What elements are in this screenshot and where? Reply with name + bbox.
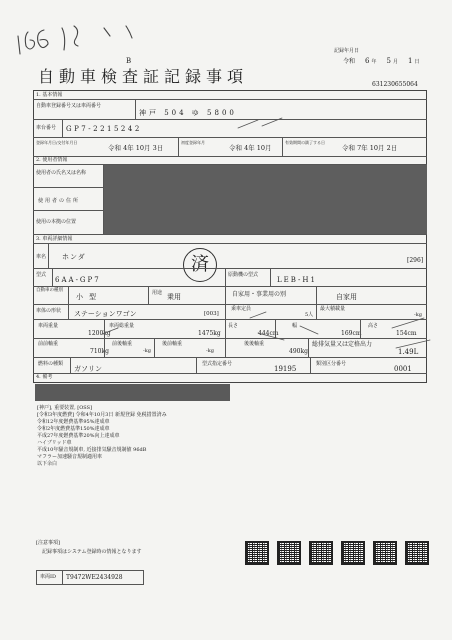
qr-code: [309, 541, 333, 565]
remark-line: 平成10年騒音規制車, 近接排気騒音規制値 96dB: [37, 447, 147, 453]
qr-code: [405, 541, 429, 565]
chassis-label: 車台番号: [36, 125, 57, 131]
expiry-label: 有効期間の満了する日: [285, 140, 325, 145]
capacity-label: 乗車定員: [231, 306, 252, 312]
remark-line: 令和2年度燃費基準150%達成車: [37, 426, 110, 432]
use-value: 乗用: [167, 293, 181, 301]
fuel-label: 燃料の種類: [38, 361, 64, 367]
document-title: 自動車検査証記録事項: [38, 67, 249, 86]
height-value: 154cm: [396, 330, 417, 337]
rf-axle-label: 後前軸重: [162, 341, 183, 347]
fr-axle-value: -kg: [143, 348, 151, 354]
category-label: 類別区分番号: [316, 361, 347, 367]
private-value: 自家用: [336, 293, 357, 301]
use-label: 用途: [152, 290, 163, 296]
gross-weight-value: 1475kg: [198, 330, 221, 337]
remark-line: マフラー加速騒音規制適用車: [37, 454, 103, 460]
max-load-label: 最大積載量: [320, 306, 346, 312]
length-label: 長さ: [228, 323, 239, 329]
section3-label: 3. 車両詳細情報: [36, 236, 73, 242]
doc-number: 631230655064: [372, 81, 418, 88]
expiry-value: 令和 7年 10月 2日: [342, 144, 398, 152]
vehicle-id-label: 車両ID: [40, 574, 56, 580]
qr-code: [341, 541, 365, 565]
fuel-value: ガソリン: [74, 365, 102, 373]
rf-axle-value: -kg: [206, 348, 214, 354]
body-code: [003]: [204, 311, 219, 317]
record-date: 令和 6 年 5 月 1 日: [343, 57, 420, 65]
model-label: 型式: [36, 272, 47, 278]
model-value: 6AA-GP7: [55, 276, 101, 284]
length-value: 444cm: [258, 330, 279, 337]
weight-label: 車両重量: [38, 323, 59, 329]
rr-axle-value: 490kg: [289, 348, 308, 355]
displacement-value: 1.49L: [398, 348, 419, 356]
approval-stamp: 済: [183, 248, 217, 282]
vehicle-id-value: T9472WE2434928: [66, 574, 123, 581]
remark-line: [神戸], 重要装置, [OSS]: [37, 405, 93, 411]
notes-label: [注意事項]: [36, 540, 60, 546]
record-date-label: 記録年月日: [334, 48, 360, 54]
registration-label: 自動車登録番号又は車両番号: [36, 103, 102, 109]
user-name-label: 使用者の氏名又は名称: [36, 170, 87, 176]
kind-label: 自動車の種別: [36, 288, 63, 293]
displacement-label: 総排気量又は定格出力: [312, 341, 373, 348]
section2-label: 2. 使用者情報: [36, 157, 68, 163]
gross-weight-label: 車両総重量: [109, 323, 135, 329]
capacity-value: 5人: [305, 312, 314, 318]
height-label: 高さ: [368, 323, 379, 329]
weight-value: 1200kg: [88, 330, 111, 337]
category-value: 0001: [394, 365, 412, 373]
base-location-label: 使用の本拠の位置: [36, 219, 77, 225]
first-reg-label: 初度登録年月: [181, 140, 205, 145]
registration-value: 神戸 504 ゆ 5800: [139, 109, 237, 117]
registration-date-value: 令和 4年 10月 3日: [108, 144, 164, 152]
first-reg-value: 令和 4年 10月: [229, 144, 272, 152]
fr-axle-label: 前後軸重: [112, 341, 133, 347]
maker-code: [296]: [407, 257, 424, 264]
width-label: 幅: [292, 323, 298, 329]
chassis-value: GP7-2215242: [66, 125, 142, 133]
engine-label: 原動機の型式: [228, 272, 259, 278]
private-label: 自家用・事業用の別: [232, 291, 287, 298]
body-label: 車体の形状: [36, 308, 62, 314]
form-mark: B: [126, 57, 132, 65]
maker-value: ホンダ: [62, 253, 86, 261]
notes-text: 記録事項はシステム登録時の情報となります: [42, 549, 142, 555]
remark-line: 令和12年度燃費基準95%達成車: [37, 419, 110, 425]
body-value: ステーションワゴン: [74, 310, 137, 318]
type-approval-label: 型式指定番号: [202, 361, 233, 367]
remark-line: [令和3年度燃費] 令和4年10月3日 新規登録 免税措置済み: [37, 412, 167, 418]
qr-code: [373, 541, 397, 565]
maker-label: 車名: [36, 254, 47, 260]
remark-line: 平成27年度燃費基準20%向上達成車: [37, 433, 120, 439]
registration-date-label: 登録年月日/交付年月日: [36, 140, 78, 145]
remark-line: 以下余白: [37, 461, 58, 467]
ff-axle-value: 710kg: [90, 348, 109, 355]
qr-code: [245, 541, 269, 565]
engine-value: LEB-H1: [277, 276, 317, 284]
kind-value: 小型: [76, 293, 102, 301]
type-approval-value: 19195: [274, 365, 297, 373]
section1-label: 1. 基本情報: [36, 92, 63, 98]
ff-axle-label: 前前軸重: [38, 341, 59, 347]
user-address-label: 使用者の住所: [38, 198, 81, 204]
rr-axle-label: 後後軸重: [244, 341, 265, 347]
remark-line: ハイブリッド車: [37, 440, 72, 446]
qr-code: [277, 541, 301, 565]
max-load-value: -kg: [414, 312, 422, 318]
width-value: 169cm: [341, 330, 362, 337]
section4-label: 4. 備考: [36, 374, 53, 380]
